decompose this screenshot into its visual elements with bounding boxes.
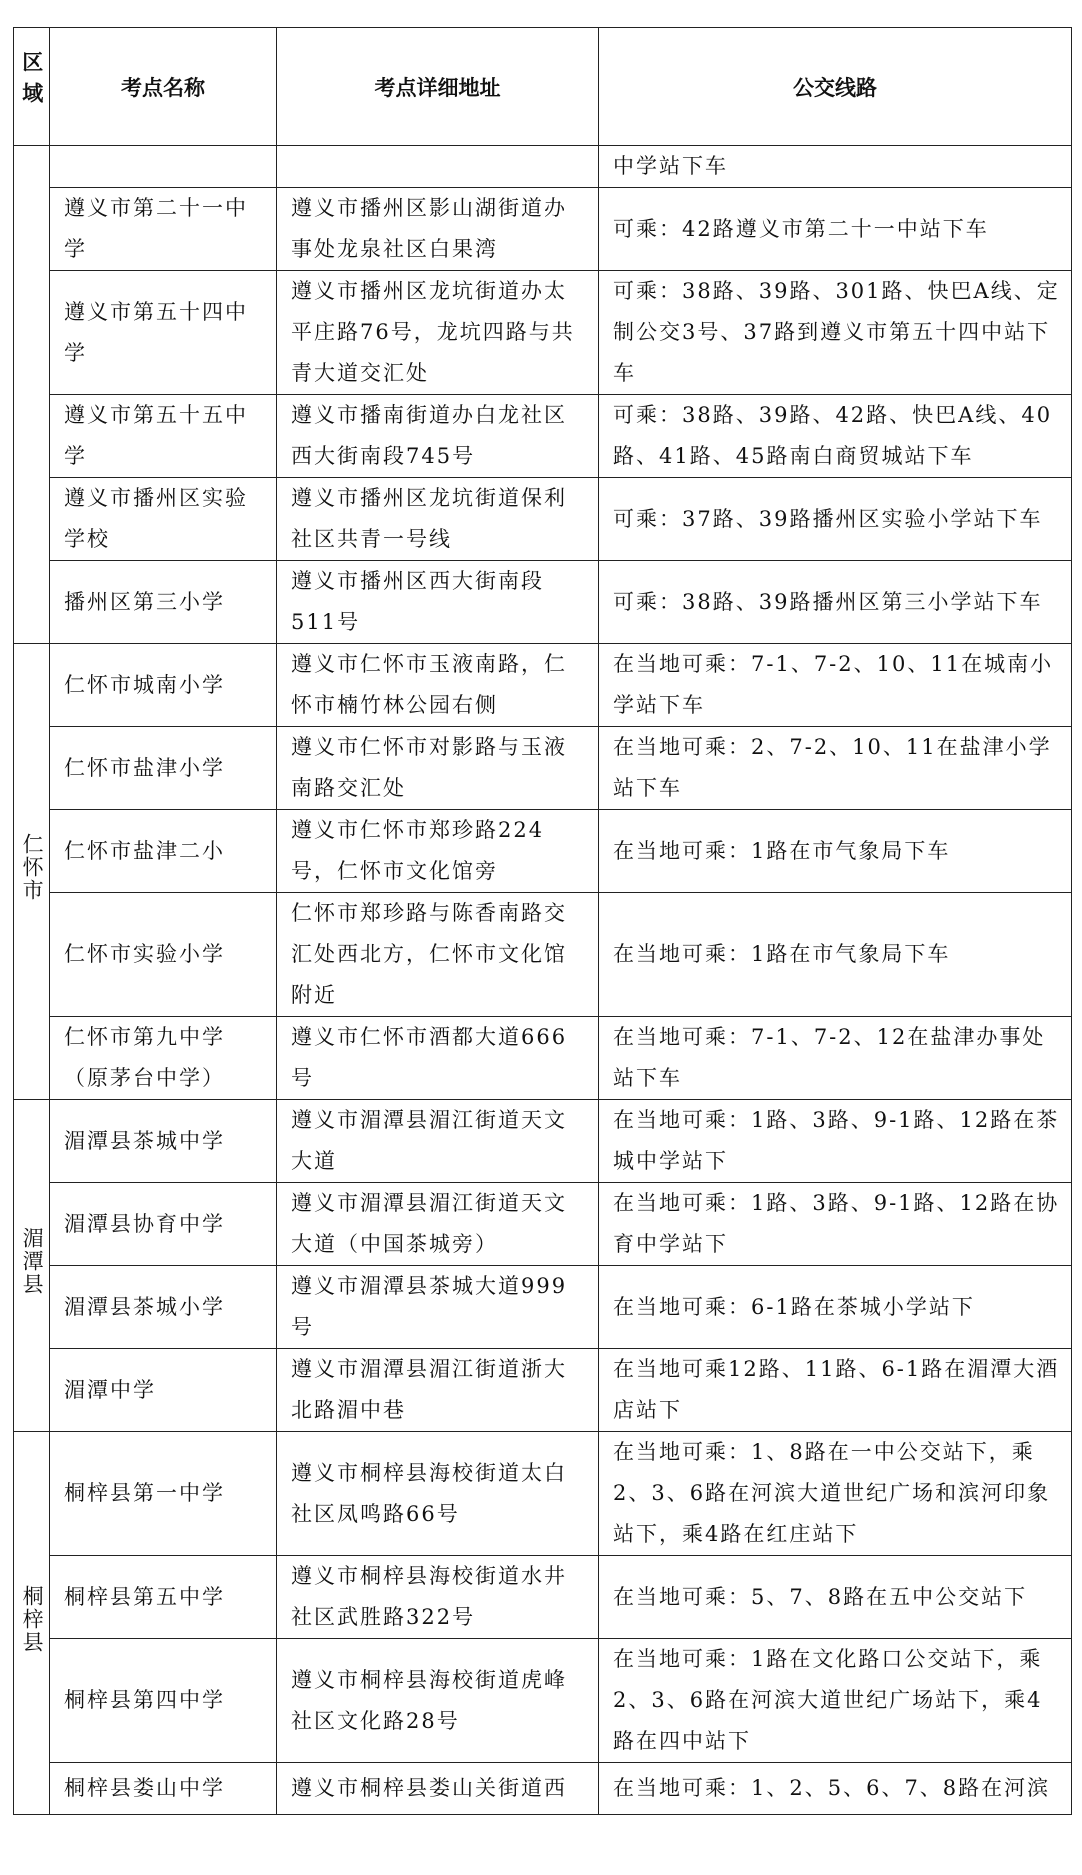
cell-name: 桐梓县第四中学	[50, 1639, 277, 1763]
cell-bus: 可乘：38路、39路、42路、快巴A线、40路、41路、45路南白商贸城站下车	[599, 395, 1072, 478]
cell-address: 遵义市湄潭县湄江街道天文大道（中国茶城旁）	[277, 1183, 599, 1266]
cell-bus: 在当地可乘：1路在文化路口公交站下，乘2、3、6路在河滨大道世纪广场站下，乘4路在四中站下	[599, 1639, 1072, 1763]
cell-bus: 中学站下车	[599, 146, 1072, 188]
cell-bus: 在当地可乘：1路在市气象局下车	[599, 810, 1072, 893]
table-row	[14, 644, 1072, 727]
cell-name: 遵义市播州区实验学校	[50, 478, 277, 561]
cell-name: 桐梓县第五中学	[50, 1556, 277, 1639]
region-cell	[14, 644, 50, 1100]
table-row	[14, 478, 1072, 561]
cell-name	[50, 146, 277, 188]
table-row	[14, 1183, 1072, 1266]
cell-address: 遵义市仁怀市郑珍路224号，仁怀市文化馆旁	[277, 810, 599, 893]
cell-bus: 在当地可乘：7-1、7-2、10、11在城南小学站下车	[599, 644, 1072, 727]
cell-address: 遵义市播州区影山湖街道办事处龙泉社区白果湾	[277, 188, 599, 271]
table-row	[14, 1432, 1072, 1556]
cell-bus: 可乘：38路、39路播州区第三小学站下车	[599, 561, 1072, 644]
cell-address: 遵义市播南街道办白龙社区西大街南段745号	[277, 395, 599, 478]
cell-name: 仁怀市盐津小学	[50, 727, 277, 810]
cell-name: 桐梓县娄山中学	[50, 1763, 277, 1815]
cell-address: 遵义市仁怀市对影路与玉液南路交汇处	[277, 727, 599, 810]
exam-site-table-page	[13, 27, 1071, 1815]
cell-name: 遵义市第五十五中学	[50, 395, 277, 478]
cell-address: 遵义市桐梓县海校街道虎峰社区文化路28号	[277, 1639, 599, 1763]
cell-name: 桐梓县第一中学	[50, 1432, 277, 1556]
cell-address: 遵义市湄潭县湄江街道天文大道	[277, 1100, 599, 1183]
region-label: 仁怀市	[20, 833, 45, 903]
cell-name: 湄潭中学	[50, 1349, 277, 1432]
cell-bus: 在当地可乘：1、8路在一中公交站下，乘2、3、6路在河滨大道世纪广场和滨河印象站下，乘4路在红庄站下	[599, 1432, 1072, 1556]
table-row	[14, 810, 1072, 893]
cell-bus: 在当地可乘：5、7、8路在五中公交站下	[599, 1556, 1072, 1639]
table-row	[14, 561, 1072, 644]
cell-name: 仁怀市城南小学	[50, 644, 277, 727]
cell-address: 遵义市播州区龙坑街道保利社区共青一号线	[277, 478, 599, 561]
cell-bus: 在当地可乘：7-1、7-2、12在盐津办事处站下车	[599, 1017, 1072, 1100]
cell-name: 湄潭县茶城中学	[50, 1100, 277, 1183]
cell-bus: 在当地可乘12路、11路、6-1路在湄潭大酒店站下	[599, 1349, 1072, 1432]
cell-address: 遵义市仁怀市酒都大道666号	[277, 1017, 599, 1100]
header-bus: 公交线路	[599, 28, 1072, 146]
cell-address: 遵义市桐梓县海校街道太白社区凤鸣路66号	[277, 1432, 599, 1556]
table-row	[14, 146, 1072, 188]
cell-name: 遵义市第五十四中学	[50, 271, 277, 395]
cell-bus: 可乘：42路遵义市第二十一中站下车	[599, 188, 1072, 271]
cell-bus: 可乘：38路、39路、301路、快巴A线、定制公交3号、37路到遵义市第五十四中站下车	[599, 271, 1072, 395]
table-row	[14, 271, 1072, 395]
header-name: 考点名称	[50, 28, 277, 146]
cell-name: 仁怀市实验小学	[50, 893, 277, 1017]
table-row	[14, 1639, 1072, 1763]
cell-name: 遵义市第二十一中学	[50, 188, 277, 271]
cell-bus: 可乘：37路、39路播州区实验小学站下车	[599, 478, 1072, 561]
cell-name: 播州区第三小学	[50, 561, 277, 644]
cell-address: 仁怀市郑珍路与陈香南路交汇处西北方，仁怀市文化馆附近	[277, 893, 599, 1017]
cell-bus: 在当地可乘：1路、3路、9-1路、12路在协育中学站下	[599, 1183, 1072, 1266]
table-row	[14, 188, 1072, 271]
cell-bus: 在当地可乘：1路、3路、9-1路、12路在茶城中学站下	[599, 1100, 1072, 1183]
table-row	[14, 1349, 1072, 1432]
header-region: 区域	[14, 28, 50, 146]
cell-address: 遵义市桐梓县娄山关街道西	[277, 1763, 599, 1815]
region-cell	[14, 1432, 50, 1815]
cell-bus: 在当地可乘：1、2、5、6、7、8路在河滨	[599, 1763, 1072, 1815]
table-header-row	[14, 28, 1072, 146]
cell-name: 仁怀市盐津二小	[50, 810, 277, 893]
cell-name: 仁怀市第九中学（原茅台中学）	[50, 1017, 277, 1100]
region-label: 桐梓县	[20, 1584, 45, 1654]
table-row	[14, 1763, 1072, 1815]
cell-bus: 在当地可乘：6-1路在茶城小学站下	[599, 1266, 1072, 1349]
table-row	[14, 1017, 1072, 1100]
table-row	[14, 395, 1072, 478]
cell-address: 遵义市湄潭县茶城大道999号	[277, 1266, 599, 1349]
cell-address: 遵义市仁怀市玉液南路，仁怀市楠竹林公园右侧	[277, 644, 599, 727]
region-cell	[14, 146, 50, 644]
cell-name: 湄潭县茶城小学	[50, 1266, 277, 1349]
cell-address: 遵义市播州区西大街南段511号	[277, 561, 599, 644]
table-row	[14, 1100, 1072, 1183]
cell-bus: 在当地可乘：1路在市气象局下车	[599, 893, 1072, 1017]
table-row	[14, 1556, 1072, 1639]
cell-address	[277, 146, 599, 188]
table-row	[14, 893, 1072, 1017]
cell-name: 湄潭县协育中学	[50, 1183, 277, 1266]
exam-site-table	[13, 27, 1072, 1815]
table-row	[14, 727, 1072, 810]
table-row	[14, 1266, 1072, 1349]
cell-address: 遵义市播州区龙坑街道办太平庄路76号，龙坑四路与共青大道交汇处	[277, 271, 599, 395]
cell-address: 遵义市湄潭县湄江街道浙大北路湄中巷	[277, 1349, 599, 1432]
cell-address: 遵义市桐梓县海校街道水井社区武胜路322号	[277, 1556, 599, 1639]
region-label: 湄潭县	[20, 1227, 45, 1297]
cell-bus: 在当地可乘：2、7-2、10、11在盐津小学站下车	[599, 727, 1072, 810]
header-address: 考点详细地址	[277, 28, 599, 146]
table-body	[14, 146, 1072, 1815]
region-cell	[14, 1100, 50, 1432]
